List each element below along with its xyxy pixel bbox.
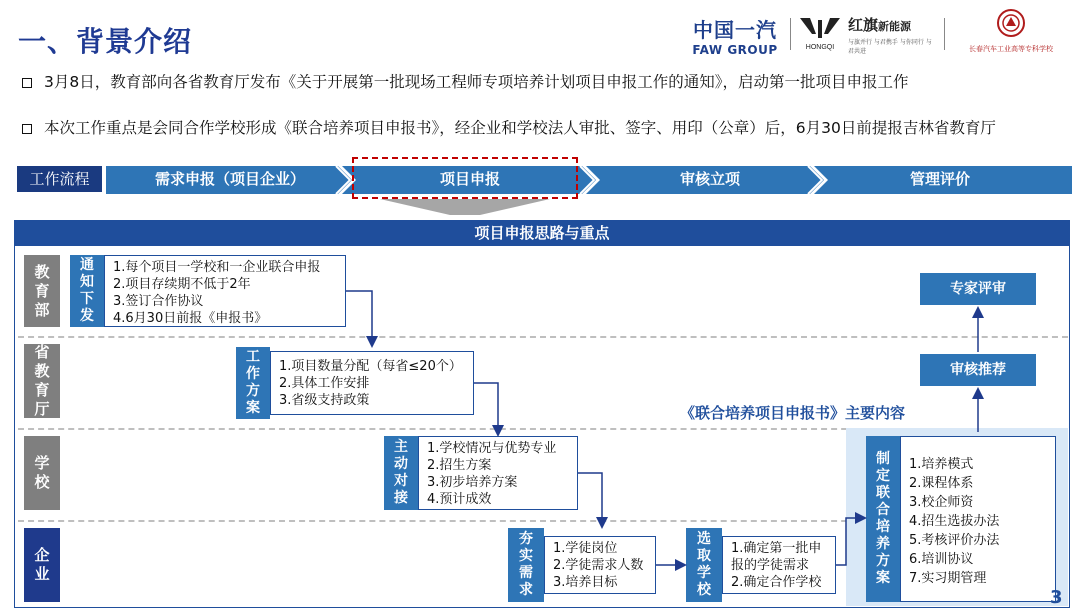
list-item: 2.学徒需求人数 bbox=[553, 558, 644, 573]
tag-select-school: 选取学校 bbox=[686, 528, 722, 602]
faw-logo-en: FAW GROUP bbox=[692, 43, 778, 57]
connector-select-to-application bbox=[836, 518, 864, 565]
list-item: 2.招生方案 bbox=[427, 458, 492, 473]
tag-joint-plan: 制定联合培养方案 bbox=[866, 436, 900, 602]
workflow-label: 工作流程 bbox=[17, 166, 102, 192]
bullet-text: 3月8日，教育部向各省教育厅发布《关于开展第一批现场工程师专项培养计划项目申报工作的通知》，启动第一批项目申报工作 bbox=[44, 73, 909, 91]
workflow-step-demand: 需求申报（项目企业） bbox=[154, 170, 305, 188]
tag-work-plan: 工作方案 bbox=[236, 347, 270, 419]
hongqi-slogan: 与旗并行 与君携手 与你同行 与君共进 bbox=[848, 39, 932, 55]
bullet-text: 本次工作重点是会同合作学校形成《联合培养项目申报书》，经企业和学校法人审批、签字、用印（公章）后，6月30日前提报吉林省教育厅 bbox=[44, 119, 996, 137]
hongqi-new-energy: 新能源 bbox=[878, 20, 912, 33]
school-name: 长春汽车工业高等专科学校 bbox=[969, 45, 1053, 53]
list-item: 1.确定第一批申 bbox=[731, 541, 822, 556]
list-item: 3.培养目标 bbox=[553, 575, 618, 590]
list-item: 报的学徒需求 bbox=[731, 558, 810, 573]
page-title: 一、背景介绍 bbox=[18, 25, 193, 58]
tag-outreach: 主动对接 bbox=[384, 436, 418, 510]
list-item: 1.项目数量分配（每省≤20个） bbox=[279, 359, 462, 374]
list-item: 7.实习期管理 bbox=[909, 571, 987, 586]
lane-school: 学校 bbox=[24, 436, 60, 510]
workflow-step-review: 审核立项 bbox=[679, 170, 740, 188]
workflow-step-evaluation: 管理评价 bbox=[909, 170, 970, 188]
list-item: 3.初步培养方案 bbox=[427, 475, 518, 490]
connector-ministry-to-province bbox=[346, 291, 372, 345]
lane-enterprise: 企业 bbox=[24, 528, 60, 602]
list-item: 4.预计成效 bbox=[427, 492, 492, 507]
list-item: 1.每个项目一学校和一企业联合申报 bbox=[113, 260, 321, 275]
workflow-step-application: 项目申报 bbox=[439, 170, 500, 188]
list-item: 3.省级支持政策 bbox=[279, 393, 370, 408]
tag-notice: 通知下发 bbox=[70, 255, 104, 327]
lane-province: 省教育厅 bbox=[24, 344, 60, 418]
list-item: 3.校企师资 bbox=[909, 495, 974, 510]
page-number: 3 bbox=[1050, 587, 1063, 608]
hongqi-brand-text: HONGQI bbox=[805, 44, 835, 51]
expert-review-box: 专家评审 bbox=[920, 273, 1036, 305]
list-item: 2.项目存续期不低于2年 bbox=[113, 277, 251, 292]
section-header: 项目申报思路与重点 bbox=[14, 220, 1070, 246]
faw-logo-cn: 中国一汽 bbox=[693, 18, 777, 42]
list-item: 4.6月30日前报《申报书》 bbox=[113, 311, 268, 326]
list-item: 1.学校情况与优势专业 bbox=[427, 441, 557, 456]
list-item: 3.签订合作协议 bbox=[113, 294, 204, 309]
application-title: 《联合培养项目申报书》主要内容 bbox=[680, 404, 906, 422]
list-item: 2.具体工作安排 bbox=[279, 376, 370, 391]
list-item: 2.确定合作学校 bbox=[731, 575, 822, 590]
list-item: 1.学徒岗位 bbox=[553, 541, 618, 556]
list-item: 2.课程体系 bbox=[909, 476, 974, 491]
list-item: 6.培训协议 bbox=[909, 552, 974, 567]
list-item: 4.招生选拔办法 bbox=[909, 514, 1000, 529]
hongqi-logo-cn: 红旗 bbox=[848, 16, 879, 34]
connector-province-to-school bbox=[474, 383, 498, 434]
review-recommend-box: 审核推荐 bbox=[920, 354, 1036, 386]
tag-demand: 夯实需求 bbox=[508, 528, 544, 602]
list-item: 1.培养模式 bbox=[909, 457, 974, 472]
lane-ministry: 教育部 bbox=[24, 255, 60, 327]
list-item: 5.考核评价办法 bbox=[909, 533, 1000, 548]
connector-school-to-enterprise bbox=[578, 473, 602, 526]
